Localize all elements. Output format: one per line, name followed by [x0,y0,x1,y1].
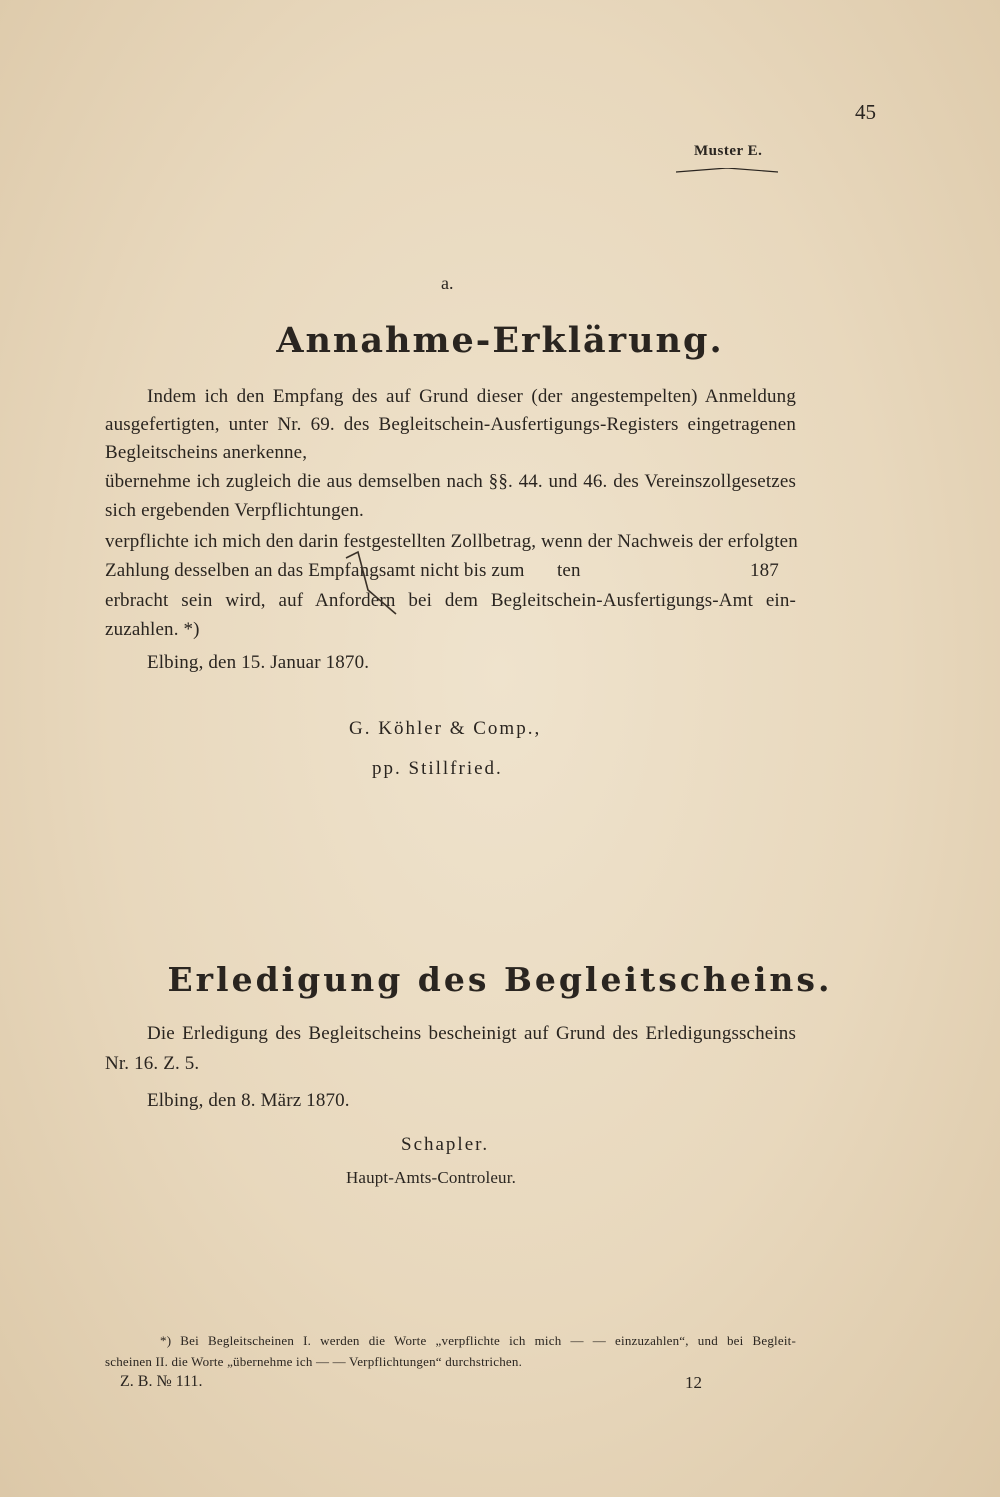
erledigung-line-1: Die Erledigung des Begleitscheins bescheinigt auf Grund des Erledigungsscheins [147,1023,796,1044]
annahme-line-9: zuzahlen. *) [105,619,200,640]
annahme-line-4: übernehme ich zugleich die aus demselben nach §§. 44. und 46. des Vereinszollgesetzes [105,471,796,492]
page-number: 45 [855,100,876,124]
annahme-title: Annahme-Erklärung. [276,320,724,361]
handwritten-strike-mark [338,530,402,620]
erledigung-role: Haupt-Amts-Controleur. [346,1168,516,1187]
annahme-line-5: sich ergebenden Verpflichtungen. [105,500,364,521]
annahme-firm: G. Köhler & Comp., [349,718,542,739]
footer-sheet-number: 12 [685,1373,702,1392]
annahme-place-date: Elbing, den 15. Januar 1870. [147,652,370,673]
erledigung-signatory: Schapler. [401,1134,490,1155]
annahme-line-6: verpflichte ich mich den darin festgestellten Zollbetrag, wenn der Nachweis der erfolgten [105,531,798,552]
annahme-line-7: Zahlung desselben an das Empfangsamt nicht bis zum [105,560,525,581]
erledigung-place-date: Elbing, den 8. März 1870. [147,1090,350,1111]
section-label: a. [441,273,454,293]
muster-underline [676,168,778,174]
footer-signature: Z. B. № 111. [120,1373,203,1390]
erledigung-title: Erledigung des Begleitscheins. [167,960,833,999]
footnote-line-2: scheinen II. die Worte „übernehme ich — — Verpflichtungen“ durchstrichen. [105,1354,523,1369]
footnote-line-1: *) Bei Begleitscheinen I. werden die Worte „verpflichte ich mich — — einzuzahlen“, und bei Begleit- [160,1333,796,1348]
annahme-line-1: Indem ich den Empfang des auf Grund dieser (der angestempelten) Anmeldung [147,386,796,407]
annahme-signatory: pp. Stillfried. [372,758,503,779]
annahme-line-3: Begleitscheins anerkenne, [105,442,308,463]
annahme-day-suffix: ten [557,560,581,581]
annahme-line-8: erbracht sein wird, auf Anfordern bei dem Begleitschein-Ausfertigungs-Amt ein- [105,590,796,611]
muster-label: Muster E. [694,143,763,159]
annahme-line-2: ausgefertigten, unter Nr. 69. des Begleitschein-Ausfertigungs-Registers eingetragenen [105,414,796,435]
annahme-year-prefix: 187 [750,560,779,581]
erledigung-line-2: Nr. 16. Z. 5. [105,1053,200,1074]
